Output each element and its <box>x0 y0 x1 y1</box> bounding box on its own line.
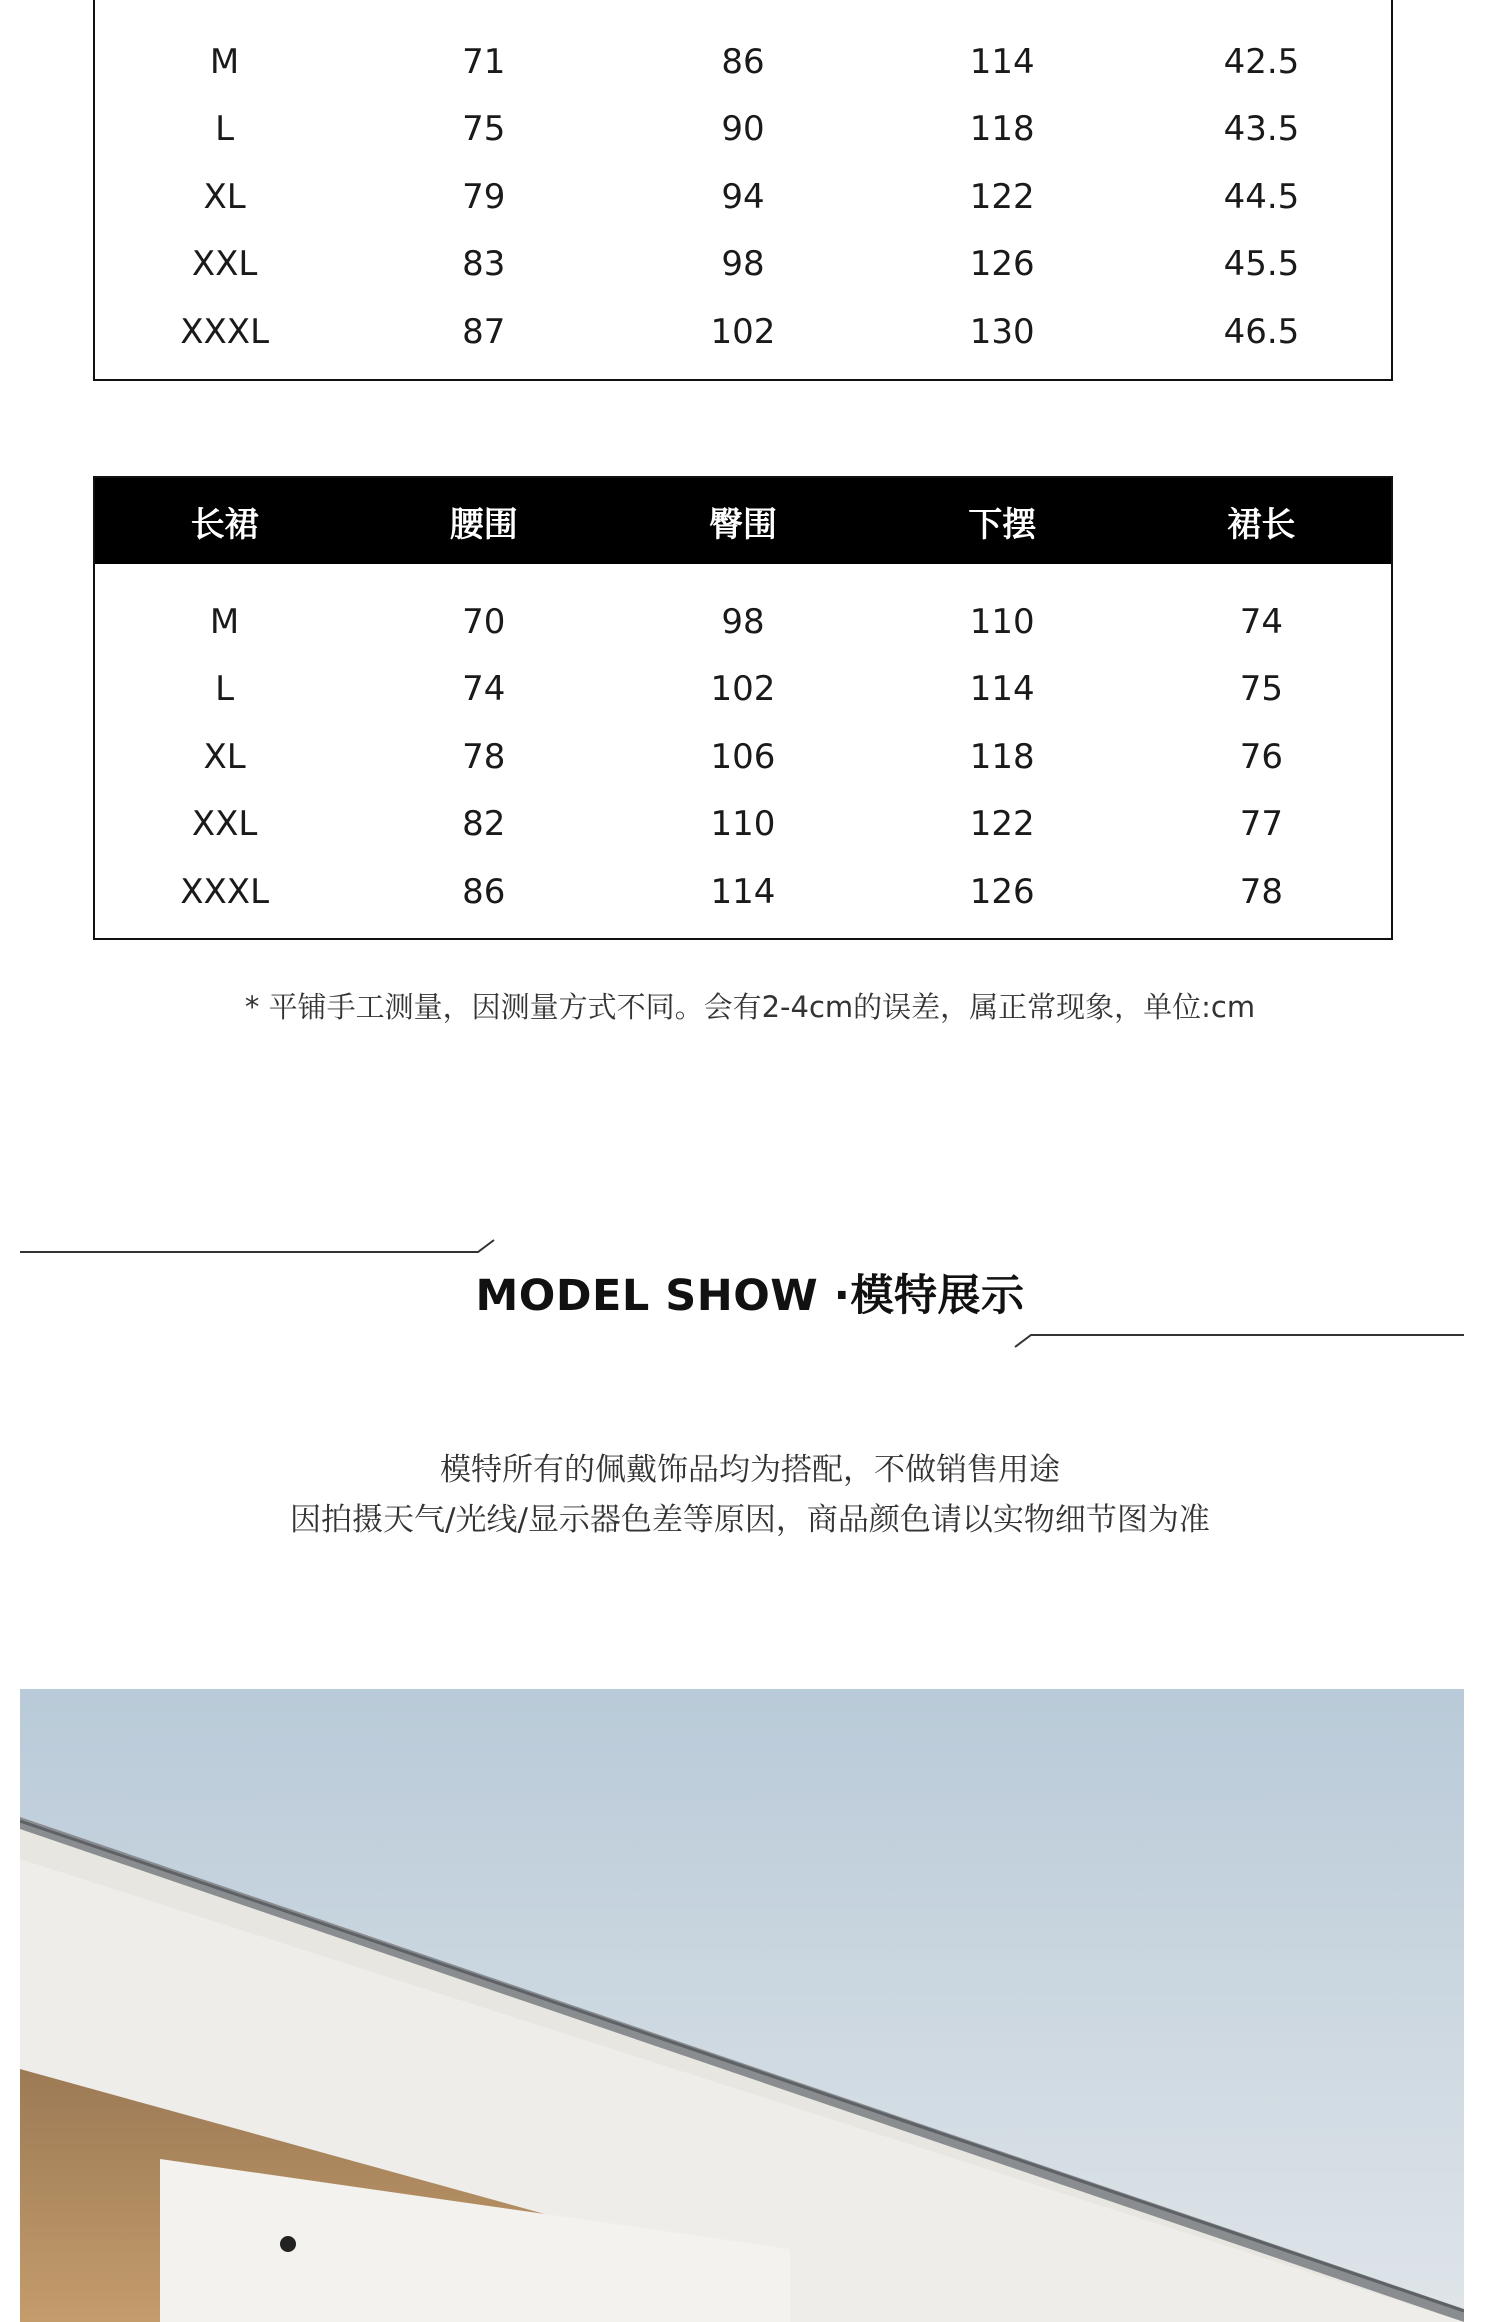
value-cell: 75 <box>1239 669 1284 710</box>
value-cell: 102 <box>710 669 776 710</box>
value-cell: 79 <box>462 176 506 217</box>
color-disclaimer: 因拍摄天气/光线/显示器色差等原因，商品颜色请以实物细节图为准 <box>290 1502 1210 1538</box>
value-cell: 126 <box>969 871 1035 912</box>
size-cell: XXL <box>191 804 258 845</box>
value-cell: 114 <box>969 669 1035 710</box>
value-cell: 102 <box>710 311 776 352</box>
value-cell: 78 <box>462 736 506 777</box>
value-cell: 114 <box>969 41 1035 82</box>
value-cell: 86 <box>721 41 765 82</box>
value-cell: 118 <box>969 109 1035 150</box>
ceiling-light <box>280 2236 296 2252</box>
size-table-top <box>93 0 1393 381</box>
value-cell: 122 <box>969 176 1035 217</box>
size-cell: M <box>209 601 240 642</box>
value-cell: 114 <box>710 871 776 912</box>
value-cell: 126 <box>969 244 1035 285</box>
value-cell: 75 <box>462 109 506 150</box>
size-cell: XXXL <box>180 311 270 352</box>
header-cell: 长裙 <box>190 504 259 545</box>
size-cell: XXL <box>191 244 258 285</box>
value-cell: 110 <box>969 601 1035 642</box>
value-cell: 118 <box>969 736 1035 777</box>
value-cell: 122 <box>969 804 1035 845</box>
left-divider-line <box>20 1240 494 1252</box>
model-show-title: MODEL SHOW ·模特展示 <box>475 1271 1025 1321</box>
value-cell: 45.5 <box>1223 244 1300 285</box>
header-cell: 裙长 <box>1227 504 1296 545</box>
table-row <box>95 791 1391 859</box>
value-cell: 130 <box>969 311 1035 352</box>
value-cell: 46.5 <box>1223 311 1300 352</box>
size-cell: XL <box>203 176 246 217</box>
table-row <box>95 723 1391 791</box>
table-row <box>95 28 1391 96</box>
table-row <box>95 298 1391 366</box>
value-cell: 83 <box>462 244 506 285</box>
value-cell: 43.5 <box>1223 109 1300 150</box>
value-cell: 71 <box>462 41 506 82</box>
model-photo <box>20 1689 1464 2322</box>
value-cell: 74 <box>1239 601 1284 642</box>
value-cell: 98 <box>721 244 765 285</box>
header-cell: 腰围 <box>449 504 518 545</box>
value-cell: 77 <box>1239 804 1284 845</box>
size-cell: XXXL <box>180 871 270 912</box>
building-photo-illustration <box>20 1689 1464 2322</box>
table-row <box>95 858 1391 926</box>
table-row <box>95 656 1391 724</box>
value-cell: 82 <box>462 804 506 845</box>
value-cell: 76 <box>1239 736 1284 777</box>
table-header <box>95 478 1391 564</box>
size-cell: L <box>215 669 235 710</box>
value-cell: 90 <box>721 109 765 150</box>
value-cell: 110 <box>710 804 776 845</box>
value-cell: 86 <box>462 871 506 912</box>
table-row <box>95 163 1391 231</box>
table-row <box>95 231 1391 299</box>
header-cell: 臀围 <box>709 504 777 545</box>
size-cell: L <box>215 109 235 150</box>
size-cell: M <box>209 41 240 82</box>
header-cell: 下摆 <box>968 504 1037 545</box>
value-cell: 94 <box>721 176 765 217</box>
size-cell: XL <box>203 736 246 777</box>
table-row <box>95 588 1391 656</box>
value-cell: 106 <box>710 736 776 777</box>
accessory-disclaimer: 模特所有的佩戴饰品均为搭配，不做销售用途 <box>440 1452 1060 1488</box>
value-cell: 42.5 <box>1223 41 1300 82</box>
measurement-note: * 平铺手工测量，因测量方式不同。会有2-4cm的误差，属正常现象，单位:cm <box>244 990 1256 1024</box>
table-row <box>95 96 1391 164</box>
value-cell: 70 <box>462 601 506 642</box>
value-cell: 98 <box>721 601 765 642</box>
right-divider-line <box>1015 1335 1464 1347</box>
value-cell: 44.5 <box>1223 176 1300 217</box>
size-table-skirt <box>93 476 1393 940</box>
value-cell: 87 <box>462 311 506 352</box>
value-cell: 74 <box>462 669 506 710</box>
value-cell: 78 <box>1239 871 1284 912</box>
